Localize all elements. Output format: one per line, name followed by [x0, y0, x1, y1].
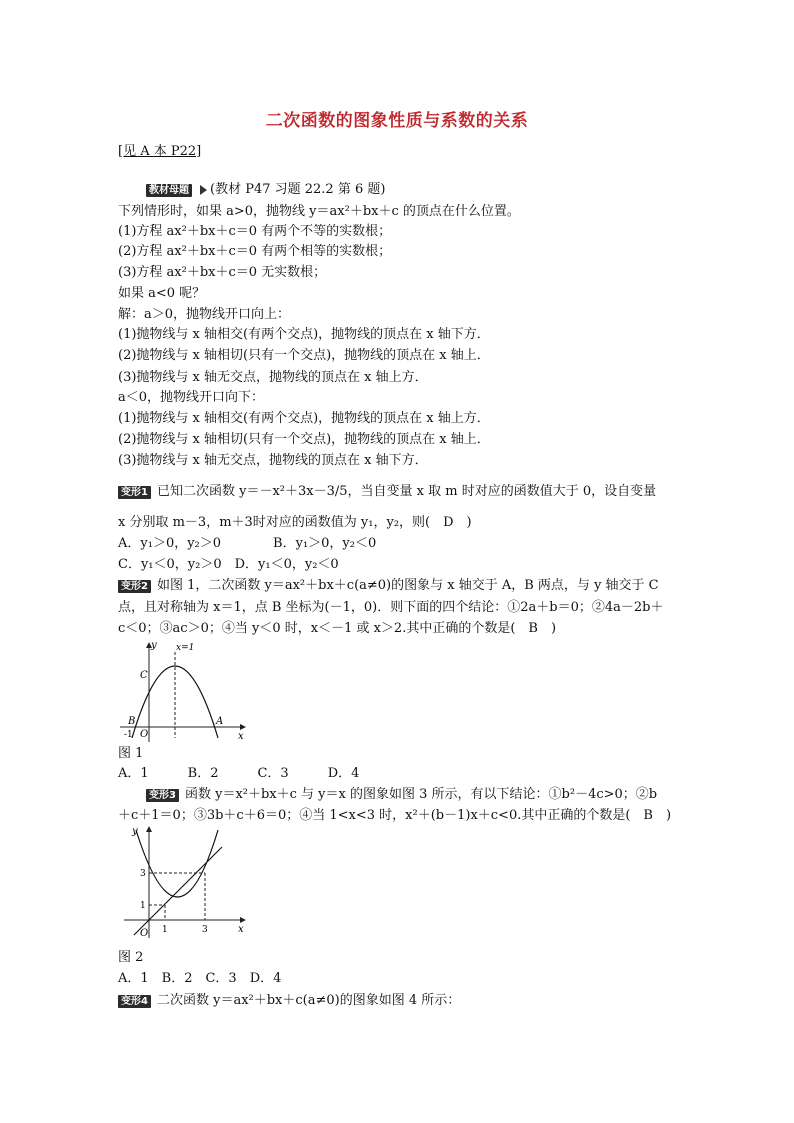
figure2-tick-x3: 3	[202, 925, 208, 935]
textbook-line: 如果 a<0 呢？	[118, 286, 206, 301]
textbook-line: 下列情形时，如果 a>0，抛物线 y＝ax²＋bx＋c 的顶点在什么位置。	[118, 204, 520, 219]
variant1-text: 已知二次函数 y＝－x²＋3x－3/5，当自变量 x 取 m 时对应的函数值大于 0，设自变量	[156, 484, 657, 499]
figure1-point-c: C	[140, 670, 148, 681]
figure2-caption: 图 2	[118, 950, 144, 965]
figure1-y-label: y	[151, 640, 157, 651]
textbook-line: (1)方程 ax²＋bx＋c＝0 有两个不等的实数根；	[118, 224, 392, 239]
textbook-line: a＜0，抛物线开口向下：	[118, 390, 265, 405]
figure1-origin: O	[140, 729, 149, 740]
variant3-options: A．1 B．2 C．3 D．4	[118, 971, 282, 986]
figure1-point-a: A	[216, 716, 224, 727]
textbook-line: (1)抛物线与 x 轴相交(有两个交点)，抛物线的顶点在 x 轴上方．	[118, 411, 490, 426]
variant1-line	[118, 482, 656, 502]
textbook-line: (3)方程 ax²＋bx＋c＝0 无实数根；	[118, 265, 327, 280]
textbook-line: (1)抛物线与 x 轴相交(有两个交点)，抛物线的顶点在 x 轴下方．	[118, 327, 490, 342]
figure1-caption: 图 1	[118, 746, 144, 761]
page-title: 二次函数的图象性质与系数的关系	[265, 111, 529, 131]
figure2-origin: O	[140, 928, 149, 939]
textbook-line: 解：a＞0，抛物线开口向上：	[118, 307, 291, 322]
textbook-source: (教材 P47 习题 22.2 第 6 题)	[210, 182, 386, 197]
figure1-axis-label: x=1	[176, 643, 195, 653]
figure2-tick-x1: 1	[162, 925, 168, 935]
variant3-text: 函数 y＝x²＋bx＋c 与 y＝x 的图象如图 3 所示，有以下结论：①b²－4c>0；②b	[184, 787, 658, 802]
variant1-line: x 分别取 m－3，m＋3时对应的函数值为 y₁，y₂，则( D )	[118, 515, 472, 530]
variant3-line	[146, 785, 657, 805]
figure1-tick-neg1: -1	[124, 730, 133, 740]
textbook-line: (3)抛物线与 x 轴无交点，抛物线的顶点在 x 轴下方．	[118, 453, 428, 468]
figure2-tick-y1: 1	[140, 901, 146, 911]
figure2-x-arrow	[240, 917, 246, 923]
figure2-y-label: y	[132, 826, 138, 837]
textbook-tag: 教材母题	[146, 184, 192, 197]
figure2-graph	[118, 826, 250, 944]
figure1-point-b: B	[128, 716, 136, 727]
variant2-line: c＜0；③ac＞0；④当 y＜0 时，x＜－1 或 x＞2.其中正确的个数是( B )	[118, 621, 557, 636]
variant3-tag: 变形3	[146, 789, 179, 802]
variant4-text: 二次函数 y＝ax²＋bx＋c(a≠0)的图象如图 4 所示：	[156, 993, 461, 1008]
figure2-parabola	[136, 830, 218, 897]
textbook-header	[146, 180, 385, 200]
variant2-line: 点，且对称轴为 x＝1，点 B 坐标为(－1，0)．则下面的四个结论：①2a＋b＝0；②4a－2b＋	[118, 600, 664, 615]
variant2-options: A．1 B．2 C．3 D．4	[118, 766, 360, 781]
variant2-text: 如图 1，二次函数 y＝ax²＋bx＋c(a≠0)的图象与 x 轴交于 A，B 两点，与 y 轴交于 C	[156, 578, 659, 593]
textbook-line: (2)抛物线与 x 轴相切(只有一个交点)，抛物线的顶点在 x 轴上．	[118, 432, 490, 447]
textbook-line: (2)抛物线与 x 轴相切(只有一个交点)，抛物线的顶点在 x 轴上．	[118, 348, 490, 363]
textbook-line: (2)方程 ax²＋bx＋c＝0 有两个相等的实数根；	[118, 244, 392, 259]
figure2-x-label: x	[238, 924, 244, 935]
variant1-option: A．y₁＞0，y₂＞0 B．y₁＞0，y₂＜0	[118, 536, 377, 551]
variant3-line: ＋c＋1＝0；③3b＋c＋6＝0；④当 1<x<3 时，x²＋(b－1)x＋c<0.其中正确的个数是( B )	[118, 808, 672, 823]
variant2-tag: 变形2	[118, 580, 151, 593]
figure2-y-arrow	[146, 826, 152, 832]
variant1-option: C．y₁＜0，y₂＞0 D．y₁＜0，y₂＜0	[118, 557, 339, 572]
variant2-line	[118, 576, 659, 596]
book-reference: [见 A 本 P22]	[118, 144, 202, 159]
figure1-x-arrow	[240, 724, 246, 730]
variant4-line	[118, 991, 460, 1011]
variant4-tag: 变形4	[118, 995, 151, 1008]
figure1-graph	[118, 638, 250, 744]
textbook-line: (3)抛物线与 x 轴无交点，抛物线的顶点在 x 轴上方．	[118, 370, 428, 385]
play-icon	[200, 185, 207, 195]
figure1-x-label: x	[238, 731, 244, 742]
figure2-tick-y3: 3	[140, 869, 146, 879]
variant1-tag: 变形1	[118, 486, 151, 499]
